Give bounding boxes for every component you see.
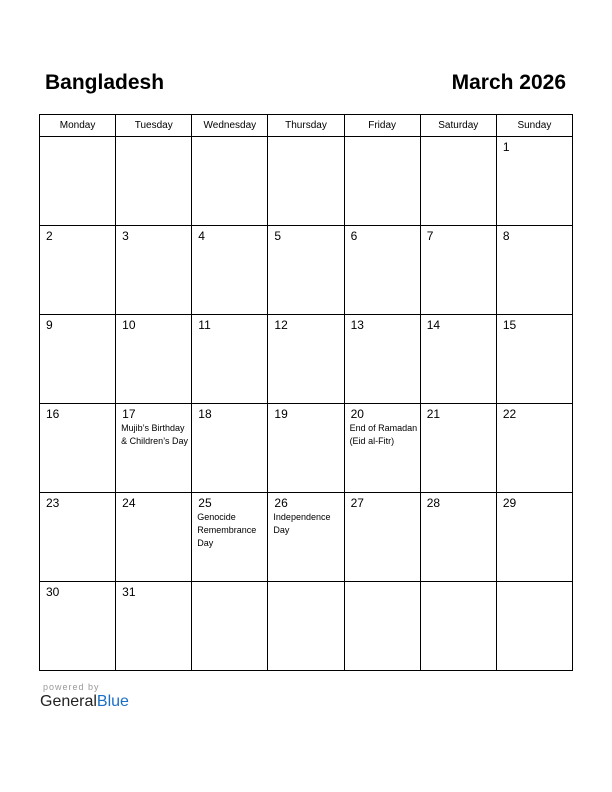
- day-number: 8: [502, 229, 510, 243]
- calendar-grid: [39, 114, 573, 671]
- day-cell: [496, 315, 572, 404]
- day-number: 20: [350, 407, 364, 421]
- brand-general: General: [40, 693, 97, 710]
- day-cell: [40, 404, 116, 493]
- day-cell: [496, 137, 572, 226]
- day-number: 5: [274, 229, 282, 243]
- weekday-sunday: Sunday: [496, 115, 572, 137]
- day-number: [192, 582, 267, 586]
- day-cell: [268, 226, 344, 315]
- day-cell: [268, 582, 344, 671]
- day-cell: [344, 404, 420, 493]
- day-number: 16: [46, 407, 60, 421]
- day-number: 9: [46, 318, 53, 332]
- generalblue-logo: [40, 693, 129, 711]
- day-number: 18: [198, 407, 212, 421]
- weekday-monday: Monday: [40, 115, 116, 137]
- day-cell: [116, 493, 192, 582]
- day-number: 6: [350, 229, 358, 243]
- day-number: 26: [274, 496, 288, 510]
- day-cell: [40, 226, 116, 315]
- weekday-header-row: [40, 115, 573, 137]
- day-cell: [496, 226, 572, 315]
- brand-blue: Blue: [96, 693, 129, 710]
- holiday-label: End of Ramadan (Eid al-Fitr): [349, 423, 418, 446]
- day-cell: [420, 493, 496, 582]
- day-number: 28: [426, 496, 441, 510]
- footer: [40, 682, 129, 711]
- day-cell: [496, 582, 572, 671]
- day-cell: [268, 493, 344, 582]
- day-number: [345, 582, 420, 586]
- day-cell: [40, 315, 116, 404]
- day-cell: [116, 582, 192, 671]
- week-row: [40, 493, 573, 582]
- day-number: 17: [122, 407, 136, 421]
- day-cell: [192, 137, 268, 226]
- powered-by-text: powered by: [43, 682, 100, 692]
- day-cell: [192, 582, 268, 671]
- holiday-label: Independence Day: [273, 512, 331, 535]
- weekday-saturday: Saturday: [420, 115, 496, 137]
- week-row: [40, 137, 573, 226]
- day-cell: [496, 404, 572, 493]
- day-number: 23: [46, 496, 60, 510]
- day-cell: [192, 404, 268, 493]
- day-number: 30: [46, 585, 60, 599]
- week-row: [40, 582, 573, 671]
- day-number: 3: [122, 229, 129, 243]
- day-cell: [344, 137, 420, 226]
- day-number: 15: [502, 318, 517, 332]
- day-number: 19: [274, 407, 288, 421]
- day-number: [421, 582, 496, 586]
- day-number: 31: [122, 585, 136, 599]
- day-number: [192, 137, 267, 141]
- day-cell: [116, 226, 192, 315]
- day-cell: [496, 493, 572, 582]
- day-cell: [420, 137, 496, 226]
- weekday-wednesday: Wednesday: [192, 115, 268, 137]
- day-number: 29: [502, 496, 517, 510]
- month-title: March 2026: [451, 71, 566, 94]
- holiday-label: Mujib’s Birthday & Children’s Day: [121, 423, 189, 446]
- day-number: [116, 137, 191, 141]
- day-number: 21: [426, 407, 441, 421]
- day-number: 10: [122, 318, 136, 332]
- day-cell: [268, 404, 344, 493]
- day-number: [268, 137, 343, 141]
- day-number: 22: [502, 407, 517, 421]
- day-number: [345, 137, 420, 141]
- day-number: 13: [350, 318, 364, 332]
- day-number: [497, 582, 572, 586]
- day-number: [421, 137, 496, 141]
- day-cell: [116, 137, 192, 226]
- holiday-label: Genocide Remembrance Day: [197, 512, 257, 548]
- weekday-tuesday: Tuesday: [116, 115, 192, 137]
- week-row: [40, 315, 573, 404]
- day-number: 7: [426, 229, 434, 243]
- day-cell: [420, 226, 496, 315]
- day-number: [40, 137, 115, 141]
- day-cell: [268, 315, 344, 404]
- day-cell: [268, 137, 344, 226]
- day-number: 1: [502, 140, 510, 154]
- day-cell: [192, 315, 268, 404]
- day-number: 4: [198, 229, 205, 243]
- weekday-friday: Friday: [344, 115, 420, 137]
- day-number: 2: [46, 229, 53, 243]
- day-cell: [420, 404, 496, 493]
- day-cell: [40, 137, 116, 226]
- day-number: 14: [426, 318, 441, 332]
- day-number: 24: [122, 496, 136, 510]
- week-row: [40, 226, 573, 315]
- day-cell: [192, 226, 268, 315]
- day-number: 11: [198, 318, 211, 332]
- day-cell: [192, 493, 268, 582]
- day-cell: [344, 582, 420, 671]
- week-row: [40, 404, 573, 493]
- day-cell: [116, 404, 192, 493]
- day-cell: [344, 315, 420, 404]
- day-number: 27: [350, 496, 364, 510]
- calendar-body: [40, 137, 573, 671]
- day-cell: [420, 582, 496, 671]
- day-number: [268, 582, 343, 586]
- day-cell: [116, 315, 192, 404]
- weekday-thursday: Thursday: [268, 115, 344, 137]
- day-cell: [40, 582, 116, 671]
- day-cell: [40, 493, 116, 582]
- day-number: 12: [274, 318, 288, 332]
- day-number: 25: [198, 496, 212, 510]
- country-title: Bangladesh: [45, 71, 165, 94]
- day-cell: [420, 315, 496, 404]
- day-cell: [344, 493, 420, 582]
- day-cell: [344, 226, 420, 315]
